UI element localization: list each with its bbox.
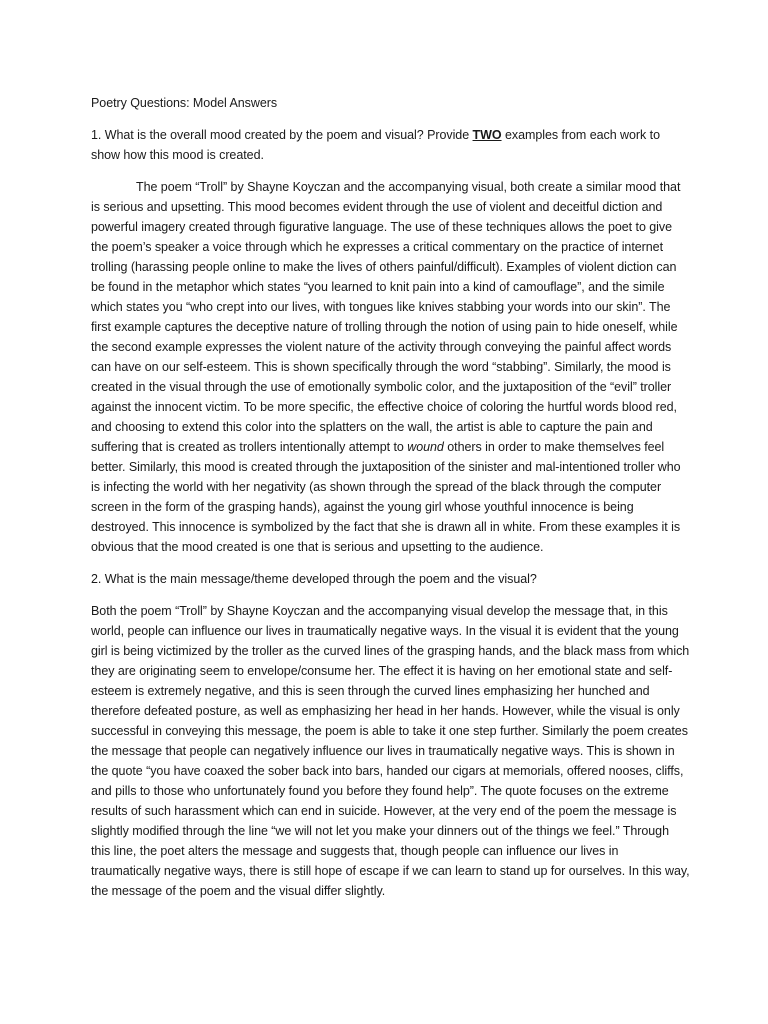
answer-1-italic-word: wound: [407, 440, 444, 454]
question-1: [91, 125, 690, 165]
question-1-text-before: 1. What is the overall mood created by the poem and visual? Provide: [91, 128, 473, 142]
question-1-text-after: examples from each work to show how this mood is created.: [91, 128, 660, 162]
answer-1-paragraph: [91, 177, 690, 557]
answer-1-text-before: The poem “Troll” by Shayne Koyczan and the accompanying visual, both create a similar mood that is serious and upsetting. This mood becomes evident through the use of violent and deceitful diction and powerful imagery created through figurative language. The use of these techniques allows the poet to give the poem’s speaker a voice through which he expresses a critical commentary on the practice of internet trolling (harassing people online to make the lives of others painful/difficult). Examples of violent diction can be found in the metaphor which states “you learned to knit pain into a kind of camouflage”, and the simile which states you “who crept into our lives, with tongues like knives stabbing your words into our skin”. The first example captures the deceptive nature of trolling through the notion of using pain to hide oneself, while the second example expresses the violent nature of the activity through conveying the painful affect words can have on our self-esteem. This is shown specifically through the word “stabbing”. Similarly, the mood is created in the visual through the use of emotionally symbolic color, and the juxtaposition of the “evil” troller against the innocent victim. To be more specific, the effective choice of coloring the hurtful words blood red, and choosing to extend this color into the splatters on the wall, the artist is able to capture the pain and suffering that is created as trollers intentionally attempt to: [91, 180, 681, 454]
question-2: 2. What is the main message/theme developed through the poem and the visual?: [91, 572, 537, 586]
answer-2-paragraph: Both the poem “Troll” by Shayne Koyczan and the accompanying visual develop the message that, in this world, people can influence our lives in traumatically negative ways. In the visual it is evident that the young girl is being victimized by the troller as the curved lines of the grasping hands, and the black mass from which they are originating seem to envelope/consume her. The effect it is having on her emotional state and self-esteem is extremely negative, and this is seen through the curved lines emphasizing her hunched and therefore defeated posture, as well as emphasizing her head in her hands. However, while the visual is only successful in conveying this message, the poem is able to take it one step further. Similarly the poem creates the message that people can negatively influence our lives in traumatically negative ways. This is shown in the quote “you have coaxed the sober back into bars, handed our cigars at memorials, offered nooses, cliffs, and pills to those who unfortunately found you before they found help”. The quote focuses on the extreme results of such harassment which can end in suicide. However, at the very end of the poem the message is slightly modified through the line “we will not let you make your dinners out of the things we feel.” Through this line, the poet alters the message and suggests that, though people can influence our lives in traumatically negative ways, there is still hope of escape if we can learn to stand up for ourselves. In this way, the message of the poem and the visual differ slightly.: [91, 604, 690, 898]
answer-1-text-after: others in order to make themselves feel better. Similarly, this mood is created through the juxtaposition of the sinister and mal-intentioned troller who is infecting the world with her negativity (as shown through the spread of the black through the computer screen in the form of the grasping hands), against the young girl whose youthful innocence is being destroyed. This innocence is symbolized by the fact that she is drawn all in white. From these examples it is obvious that the mood created is one that is serious and upsetting to the audience.: [91, 440, 681, 554]
document-title: Poetry Questions: Model Answers: [91, 96, 278, 110]
question-1-emphasis: TWO: [472, 128, 502, 142]
